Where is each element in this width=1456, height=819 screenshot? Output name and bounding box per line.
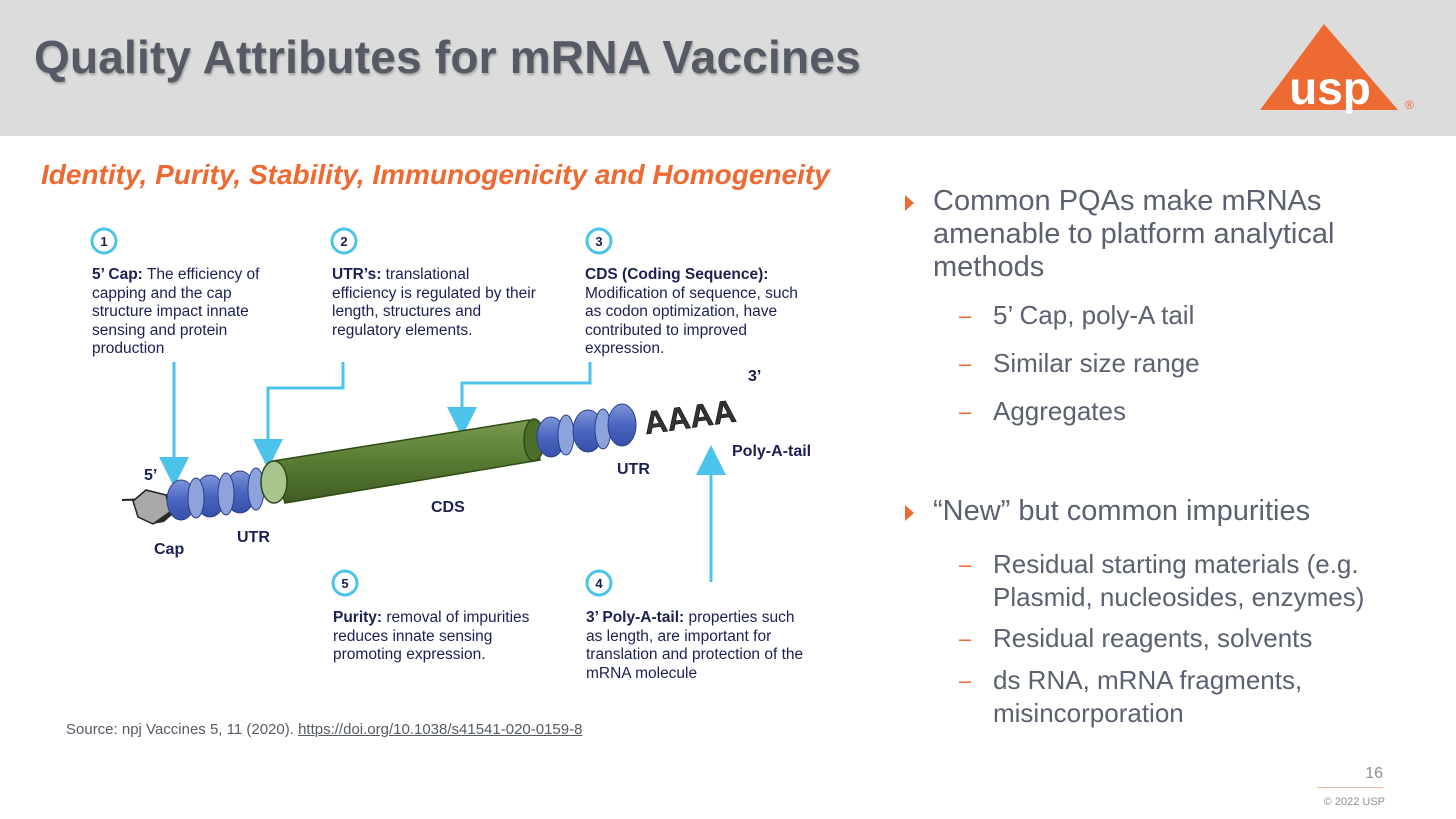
- page-title: Quality Attributes for mRNA Vaccines: [34, 31, 861, 83]
- dash-icon: –: [959, 303, 972, 328]
- annotation-poly-a-tail: 3’ Poly-A-tail: properties such as length, are important for translation and protection of the mRNA molecule: [586, 609, 804, 682]
- number-badge-5: [333, 571, 357, 595]
- registered-mark: ®: [1405, 98, 1414, 112]
- copyright: © 2022 USP: [1323, 796, 1385, 808]
- number-badge-4: [587, 571, 611, 595]
- label-cds: CDS: [431, 499, 465, 516]
- number-badge-1: [92, 229, 116, 253]
- sub-bullet: – ds RNA, mRNA fragments, misincorporation: [959, 665, 1303, 728]
- usp-logo: [1258, 24, 1418, 116]
- svg-text:5: 5: [341, 576, 349, 591]
- label-cap: Cap: [154, 541, 185, 558]
- bullet-common-pqas: Common PQAs make mRNAs amenable to platform analytical methods: [905, 185, 1405, 284]
- dash-icon: –: [959, 668, 972, 693]
- pointer-arrow-utr: [268, 362, 343, 454]
- source-link[interactable]: https://doi.org/10.1038/s41541-020-0159-8: [298, 721, 583, 738]
- bullet-arrow-icon: [905, 195, 914, 211]
- sub-bullet: – Residual starting materials (e.g. Plasmid, nucleosides, enzymes): [959, 549, 1365, 612]
- slide-subtitle: Identity, Purity, Stability, Immunogenicity and Homogeneity: [41, 159, 830, 190]
- utr-right-segment: [537, 404, 636, 457]
- label-poly-a-tail: Poly-A-tail: [732, 443, 812, 460]
- sub-bullet: – Residual reagents, solvents: [959, 623, 1313, 653]
- dash-icon: –: [959, 351, 972, 376]
- sub-bullet: – 5’ Cap, poly-A tail: [959, 300, 1195, 330]
- source-prefix: Source: npj Vaccines 5, 11 (2020).: [66, 721, 299, 738]
- number-badge-2: [332, 229, 356, 253]
- annotation-cap: 5’ Cap: The efficiency of capping and the cap structure impact innate sensing and protein production: [92, 266, 260, 357]
- header-bar: [0, 0, 1456, 136]
- utr-left-segment: [167, 468, 264, 520]
- bullet-arrow-icon: [905, 505, 914, 521]
- svg-text:1: 1: [100, 234, 108, 249]
- footer-divider: [1317, 787, 1383, 788]
- poly-a-aaaa: AAAA: [641, 392, 739, 442]
- pointer-arrow-cds: [462, 362, 590, 422]
- dash-icon: –: [959, 626, 972, 651]
- source-citation: [66, 721, 582, 738]
- annotation-utr: UTR’s: translational efficiency is regulated by their length, structures and regulatory elements.: [332, 266, 536, 339]
- svg-text:3: 3: [595, 234, 603, 249]
- svg-text:4: 4: [595, 576, 603, 591]
- mrna-structure-diagram: [0, 210, 900, 700]
- number-badge-3: [587, 229, 611, 253]
- dash-icon: –: [959, 552, 972, 577]
- label-utr-left: UTR: [237, 529, 270, 546]
- sub-bullet: – Similar size range: [959, 348, 1200, 378]
- bullet-new-impurities: “New” but common impurities: [905, 495, 1405, 528]
- annotation-cds: CDS (Coding Sequence): Modification of sequence, such as codon optimization, have contributed to improved expression.: [585, 266, 798, 357]
- label-utr-right: UTR: [617, 461, 650, 478]
- sub-bullet: – Aggregates: [959, 396, 1126, 426]
- label-5-prime: 5’: [144, 467, 158, 484]
- dash-icon: –: [959, 399, 972, 424]
- page-number: 16: [1365, 765, 1383, 782]
- annotation-purity: Purity: removal of impurities reduces innate sensing promoting expression.: [333, 609, 530, 663]
- logo-text: usp: [1289, 62, 1371, 114]
- svg-text:2: 2: [340, 234, 348, 249]
- label-3-prime: 3’: [748, 368, 762, 385]
- cds-cylinder: [261, 419, 544, 503]
